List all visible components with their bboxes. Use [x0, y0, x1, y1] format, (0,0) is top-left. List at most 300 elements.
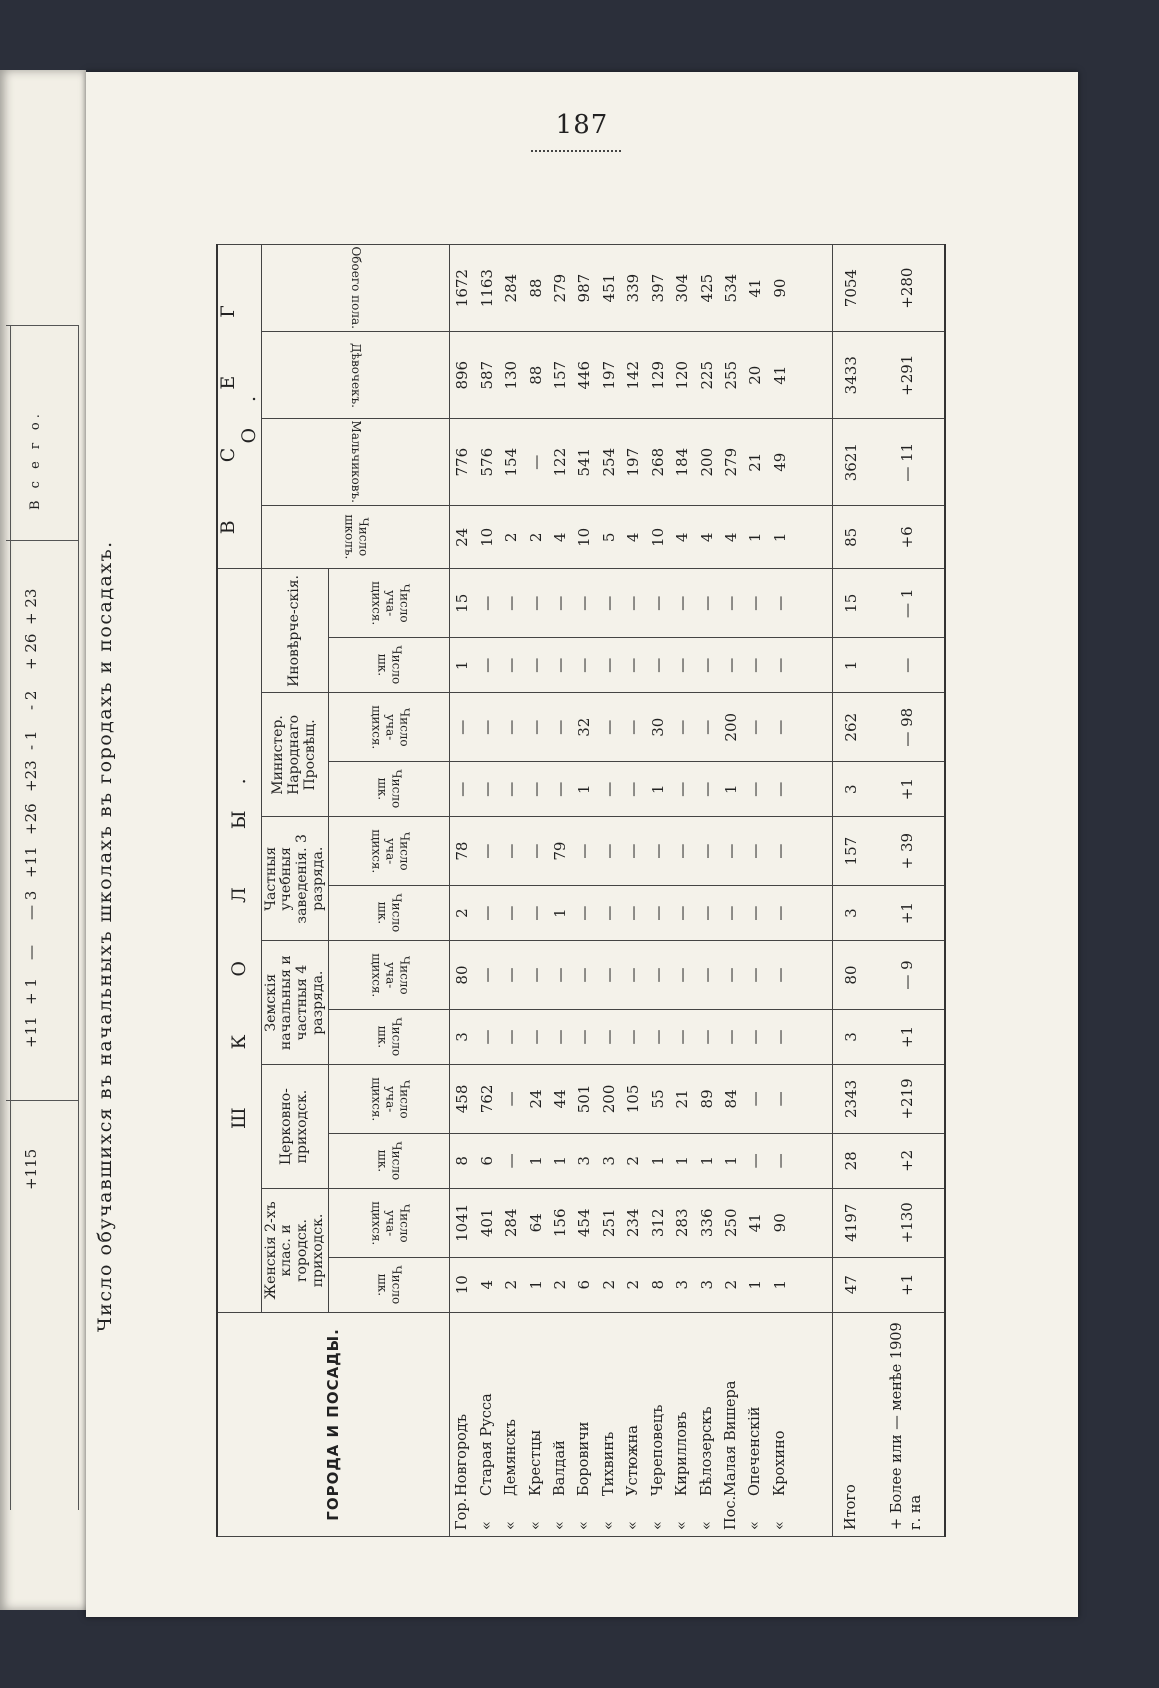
value-cell: 90: [768, 1189, 792, 1258]
prev-page-value: + 23: [22, 588, 40, 625]
value-cell: —: [523, 885, 547, 940]
value-cell: 1: [743, 1257, 767, 1312]
value-cell: 89: [694, 1065, 718, 1134]
value-cell: —: [743, 693, 767, 762]
value-cell: 2: [450, 885, 475, 940]
value-cell: —: [768, 817, 792, 886]
prev-page-value: —: [22, 945, 40, 960]
city-name: Опеченскій: [747, 1406, 764, 1496]
value-cell: —: [743, 1009, 767, 1064]
value-cell: —: [523, 419, 547, 506]
value-cell: 534: [719, 245, 743, 332]
value-cell: —: [475, 638, 499, 693]
total-header: В С Е Г О.: [217, 245, 261, 569]
value-cell: —: [597, 1009, 621, 1064]
value-cell: —: [768, 885, 792, 940]
difference-value-cell: +6: [869, 506, 945, 569]
value-cell: —: [621, 817, 645, 886]
total-value-cell: 3: [833, 762, 870, 817]
value-cell: 279: [719, 419, 743, 506]
total-value-cell: 3621: [833, 419, 870, 506]
value-cell: —: [670, 569, 694, 638]
value-cell: —: [670, 885, 694, 940]
value-cell: 304: [670, 245, 694, 332]
page-number: 187: [555, 110, 609, 140]
total-schools-header: Число школъ.: [261, 506, 450, 569]
schools-count-header: Число шк.: [329, 762, 450, 817]
group-header: Земскія начальныя и частныя 4 разряда.: [261, 941, 329, 1065]
value-cell: —: [621, 941, 645, 1010]
value-cell: 8: [450, 1133, 475, 1188]
value-cell: 55: [646, 1065, 670, 1134]
spacer-cell: [792, 506, 833, 569]
value-cell: 4: [670, 506, 694, 569]
value-cell: 88: [523, 245, 547, 332]
value-cell: 4: [694, 506, 718, 569]
city-prefix: Гор.: [454, 1497, 471, 1530]
difference-value-cell: — 98: [869, 693, 945, 762]
value-cell: —: [768, 1009, 792, 1064]
value-cell: —: [450, 693, 475, 762]
city-prefix: «: [698, 1521, 715, 1530]
city-name-cell: [768, 1312, 792, 1536]
table-row: [450, 245, 475, 1537]
value-cell: —: [719, 817, 743, 886]
difference-value-cell: — 9: [869, 941, 945, 1010]
value-cell: 122: [548, 419, 572, 506]
value-cell: —: [743, 1065, 767, 1134]
value-cell: 1: [450, 638, 475, 693]
total-value-cell: 1: [833, 638, 870, 693]
value-cell: —: [523, 1009, 547, 1064]
prev-page-value: +11: [22, 1016, 40, 1048]
value-cell: 24: [450, 506, 475, 569]
value-cell: 312: [646, 1189, 670, 1258]
city-name: Устюжна: [625, 1425, 642, 1496]
value-cell: 41: [768, 332, 792, 419]
spacer-cell: [792, 885, 833, 940]
value-cell: —: [694, 1009, 718, 1064]
value-cell: 3: [670, 1257, 694, 1312]
rotated-table: [216, 244, 946, 1537]
spacer-cell: [792, 1189, 833, 1258]
total-value-cell: 3: [833, 1009, 870, 1064]
spacer-cell: [792, 693, 833, 762]
value-cell: 200: [694, 419, 718, 506]
value-cell: —: [743, 941, 767, 1010]
value-cell: —: [499, 693, 523, 762]
value-cell: —: [548, 693, 572, 762]
prev-page-rule: [6, 1100, 78, 1101]
book-page: [86, 72, 1078, 1617]
value-cell: 21: [743, 419, 767, 506]
value-cell: 254: [597, 419, 621, 506]
difference-value-cell: — 11: [869, 419, 945, 506]
city-prefix: «: [552, 1521, 569, 1530]
table-body: [450, 245, 945, 1537]
value-cell: 1: [719, 1133, 743, 1188]
value-cell: —: [523, 638, 547, 693]
value-cell: —: [694, 638, 718, 693]
value-cell: 41: [743, 1189, 767, 1258]
value-cell: 1163: [475, 245, 499, 332]
difference-value-cell: + 39: [869, 817, 945, 886]
value-cell: 3: [450, 1009, 475, 1064]
city-name-cell: [499, 1312, 523, 1536]
value-cell: —: [523, 762, 547, 817]
value-cell: 1672: [450, 245, 475, 332]
value-cell: 225: [694, 332, 718, 419]
value-cell: 8: [646, 1257, 670, 1312]
total-boys-header: Мальчиковъ.: [261, 419, 450, 506]
value-cell: 30: [646, 693, 670, 762]
value-cell: —: [621, 693, 645, 762]
table-row: [719, 245, 743, 1537]
value-cell: —: [694, 569, 718, 638]
city-name-cell: [597, 1312, 621, 1536]
value-cell: 32: [572, 693, 596, 762]
city-name: Крестцы: [527, 1429, 544, 1496]
value-cell: 336: [694, 1189, 718, 1258]
value-cell: 200: [719, 693, 743, 762]
total-value-cell: 80: [833, 941, 870, 1010]
value-cell: —: [548, 638, 572, 693]
value-cell: —: [646, 885, 670, 940]
prev-page-value: +115: [22, 1148, 40, 1190]
table-row: [646, 245, 670, 1537]
city-name: Кирилловъ: [674, 1411, 691, 1496]
value-cell: 501: [572, 1065, 596, 1134]
value-cell: 250: [719, 1189, 743, 1258]
difference-label: + Более или — менѣе 1909 г. на: [869, 1312, 945, 1536]
value-cell: 10: [475, 506, 499, 569]
schools-count-header: Число шк.: [329, 638, 450, 693]
table-row: [475, 245, 499, 1537]
value-cell: 339: [621, 245, 645, 332]
value-cell: —: [743, 762, 767, 817]
table-row: [621, 245, 645, 1537]
value-cell: 234: [621, 1189, 645, 1258]
table-row: [694, 245, 718, 1537]
spacer-cell: [792, 941, 833, 1010]
value-cell: 197: [621, 419, 645, 506]
value-cell: —: [719, 885, 743, 940]
total-girls-header: Дѣвочекъ.: [261, 332, 450, 419]
statistics-table: [216, 244, 946, 1537]
value-cell: 129: [646, 332, 670, 419]
city-prefix: «: [478, 1521, 495, 1530]
value-cell: 1: [670, 1133, 694, 1188]
spacer-cell: [792, 1257, 833, 1312]
prev-page-rule: [10, 325, 11, 1510]
total-value-cell: 157: [833, 817, 870, 886]
spacer-cell: [792, 817, 833, 886]
value-cell: 2: [621, 1257, 645, 1312]
value-cell: 268: [646, 419, 670, 506]
value-cell: 154: [499, 419, 523, 506]
total-value-cell: 15: [833, 569, 870, 638]
value-cell: —: [597, 638, 621, 693]
city-prefix: «: [527, 1521, 544, 1530]
value-cell: —: [499, 941, 523, 1010]
city-name: Крохино: [771, 1430, 788, 1496]
spacer-cell: [792, 245, 833, 332]
spacer-cell: [792, 1133, 833, 1188]
value-cell: —: [743, 1133, 767, 1188]
city-name-cell: [719, 1312, 743, 1536]
value-cell: —: [499, 817, 523, 886]
value-cell: —: [572, 817, 596, 886]
value-cell: 3: [572, 1133, 596, 1188]
value-cell: 2: [597, 1257, 621, 1312]
schools-header: Ш К О Л Ы.: [217, 569, 261, 1312]
value-cell: —: [572, 941, 596, 1010]
difference-row: [869, 245, 945, 1537]
prev-page-value: +23: [22, 760, 40, 792]
value-cell: 2: [548, 1257, 572, 1312]
value-cell: 90: [768, 245, 792, 332]
pupils-count-header: Число уча-щихся.: [329, 693, 450, 762]
value-cell: 1: [523, 1257, 547, 1312]
value-cell: —: [768, 941, 792, 1010]
spacer-cell: [792, 1065, 833, 1134]
value-cell: —: [499, 1065, 523, 1134]
value-cell: 130: [499, 332, 523, 419]
spacer-cell: [792, 762, 833, 817]
value-cell: —: [597, 817, 621, 886]
value-cell: —: [768, 569, 792, 638]
value-cell: 2: [719, 1257, 743, 1312]
pupils-count-header: Число уча-щихся.: [329, 1065, 450, 1134]
city-name-cell: [670, 1312, 694, 1536]
value-cell: —: [670, 693, 694, 762]
value-cell: —: [499, 1133, 523, 1188]
value-cell: —: [597, 941, 621, 1010]
value-cell: 1: [548, 1133, 572, 1188]
value-cell: —: [572, 1009, 596, 1064]
value-cell: 255: [719, 332, 743, 419]
difference-value-cell: +291: [869, 332, 945, 419]
page-number-ornament: [531, 142, 621, 152]
value-cell: 251: [597, 1189, 621, 1258]
value-cell: 1: [548, 885, 572, 940]
value-cell: —: [670, 638, 694, 693]
table-row: [670, 245, 694, 1537]
value-cell: —: [572, 569, 596, 638]
value-cell: 41: [743, 245, 767, 332]
prev-page-value: + 26: [22, 633, 40, 670]
value-cell: —: [646, 941, 670, 1010]
value-cell: 279: [548, 245, 572, 332]
value-cell: 1: [743, 506, 767, 569]
value-cell: —: [499, 1009, 523, 1064]
value-cell: 987: [572, 245, 596, 332]
schools-count-header: Число шк.: [329, 1009, 450, 1064]
value-cell: 184: [670, 419, 694, 506]
value-cell: 105: [621, 1065, 645, 1134]
value-cell: —: [646, 1009, 670, 1064]
value-cell: 776: [450, 419, 475, 506]
spacer-cell: [792, 569, 833, 638]
value-cell: 454: [572, 1189, 596, 1258]
total-value-cell: 3: [833, 885, 870, 940]
value-cell: 451: [597, 245, 621, 332]
city-name: Тихвинъ: [600, 1431, 617, 1496]
table-row: [572, 245, 596, 1537]
value-cell: 1: [572, 762, 596, 817]
value-cell: 425: [694, 245, 718, 332]
table-title: Число обучавшихся въ начальныхъ школахъ въ городахъ и посадахъ.: [94, 540, 116, 1332]
value-cell: —: [548, 569, 572, 638]
value-cell: —: [597, 569, 621, 638]
value-cell: 6: [572, 1257, 596, 1312]
city-name: Малая Вишера: [722, 1380, 739, 1496]
value-cell: —: [743, 885, 767, 940]
pupils-count-header: Число уча-щихся.: [329, 1189, 450, 1258]
city-name-cell: [572, 1312, 596, 1536]
value-cell: —: [499, 638, 523, 693]
value-cell: 587: [475, 332, 499, 419]
value-cell: 283: [670, 1189, 694, 1258]
value-cell: 5: [597, 506, 621, 569]
value-cell: 10: [572, 506, 596, 569]
value-cell: —: [743, 638, 767, 693]
value-cell: —: [450, 762, 475, 817]
value-cell: 1: [523, 1133, 547, 1188]
total-both-header: Обоего пола.: [261, 245, 450, 332]
previous-page-edge: [0, 70, 86, 1610]
value-cell: 24: [523, 1065, 547, 1134]
value-cell: —: [621, 762, 645, 817]
city-prefix: «: [600, 1521, 617, 1530]
value-cell: —: [670, 1009, 694, 1064]
value-cell: —: [694, 885, 718, 940]
value-cell: 200: [597, 1065, 621, 1134]
value-cell: 458: [450, 1065, 475, 1134]
city-name-cell: [548, 1312, 572, 1536]
total-value-cell: 2343: [833, 1065, 870, 1134]
value-cell: —: [523, 941, 547, 1010]
total-value-cell: 262: [833, 693, 870, 762]
value-cell: —: [572, 885, 596, 940]
prev-page-value: + 1: [22, 978, 40, 1005]
city-name: Череповецъ: [649, 1404, 666, 1496]
city-prefix: Пос.: [722, 1495, 739, 1530]
prev-page-rule: [6, 540, 78, 541]
total-value-cell: 4197: [833, 1189, 870, 1258]
value-cell: 10: [450, 1257, 475, 1312]
value-cell: 79: [548, 817, 572, 886]
value-cell: 1: [768, 1257, 792, 1312]
value-cell: —: [475, 817, 499, 886]
value-cell: 397: [646, 245, 670, 332]
prev-page-rule: [6, 325, 78, 326]
value-cell: 2: [621, 1133, 645, 1188]
value-cell: —: [768, 693, 792, 762]
difference-value-cell: +1: [869, 1009, 945, 1064]
value-cell: —: [475, 762, 499, 817]
value-cell: —: [621, 638, 645, 693]
city-name: Старая Русса: [478, 1393, 495, 1496]
value-cell: 284: [499, 245, 523, 332]
value-cell: —: [694, 762, 718, 817]
value-cell: —: [743, 817, 767, 886]
value-cell: —: [475, 1009, 499, 1064]
spacer-cell: [792, 1312, 833, 1536]
value-cell: —: [621, 1009, 645, 1064]
value-cell: 3: [597, 1133, 621, 1188]
city-name: Валдай: [552, 1440, 569, 1496]
city-name-cell: [694, 1312, 718, 1536]
value-cell: —: [621, 885, 645, 940]
pupils-count-header: Число уча-щихся.: [329, 569, 450, 638]
city-prefix: «: [747, 1521, 764, 1530]
value-cell: —: [475, 941, 499, 1010]
value-cell: —: [523, 693, 547, 762]
city-prefix: «: [771, 1521, 788, 1530]
city-name-cell: [621, 1312, 645, 1536]
value-cell: —: [670, 941, 694, 1010]
city-name: Боровичи: [576, 1421, 593, 1496]
value-cell: 1: [719, 762, 743, 817]
city-name-cell: [523, 1312, 547, 1536]
value-cell: —: [768, 762, 792, 817]
value-cell: 401: [475, 1189, 499, 1258]
pupils-count-header: Число уча-щихся.: [329, 817, 450, 886]
value-cell: —: [670, 817, 694, 886]
table-row: [768, 245, 792, 1537]
group-header: Иновѣрче-скія.: [261, 569, 329, 693]
city-prefix: «: [503, 1521, 520, 1530]
value-cell: 6: [475, 1133, 499, 1188]
total-value-cell: 3433: [833, 332, 870, 419]
table-row: [523, 245, 547, 1537]
difference-value-cell: +2: [869, 1133, 945, 1188]
value-cell: 120: [670, 332, 694, 419]
value-cell: —: [499, 762, 523, 817]
value-cell: —: [768, 1133, 792, 1188]
value-cell: —: [646, 638, 670, 693]
value-cell: 576: [475, 419, 499, 506]
value-cell: 21: [670, 1065, 694, 1134]
value-cell: 3: [694, 1257, 718, 1312]
value-cell: —: [499, 885, 523, 940]
value-cell: 1: [646, 762, 670, 817]
spacer-row: [792, 245, 833, 1537]
value-cell: 541: [572, 419, 596, 506]
value-cell: 197: [597, 332, 621, 419]
spacer-cell: [792, 1009, 833, 1064]
value-cell: 2: [523, 506, 547, 569]
value-cell: 20: [743, 332, 767, 419]
difference-value-cell: +1: [869, 885, 945, 940]
value-cell: 44: [548, 1065, 572, 1134]
table-row: [597, 245, 621, 1537]
value-cell: 284: [499, 1189, 523, 1258]
value-cell: —: [670, 762, 694, 817]
difference-value-cell: +1: [869, 1257, 945, 1312]
city-name: Бѣлозерскъ: [698, 1406, 715, 1496]
city-name: Новгородъ: [454, 1413, 471, 1496]
difference-value-cell: +130: [869, 1189, 945, 1258]
spacer-cell: [792, 638, 833, 693]
value-cell: —: [694, 693, 718, 762]
group-header: Частныя учебныя заведенія. 3 разряда.: [261, 817, 329, 941]
value-cell: 1: [768, 506, 792, 569]
difference-value-cell: — 1: [869, 569, 945, 638]
value-cell: —: [719, 1009, 743, 1064]
value-cell: —: [646, 817, 670, 886]
